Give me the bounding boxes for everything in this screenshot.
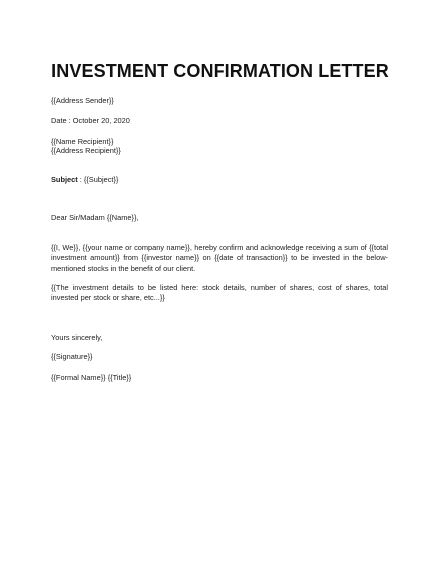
letter-title: INVESTMENT CONFIRMATION LETTER — [51, 61, 389, 81]
formal-name-title: {{Formal Name}} {{Title}} — [51, 373, 132, 382]
signature: {{Signature}} — [51, 352, 93, 361]
subject-line — [51, 175, 118, 185]
name-recipient: {{Name Recipient}} — [51, 137, 114, 146]
salutation: Dear Sir/Madam {{Name}}, — [51, 213, 139, 222]
subject-value: : {{Subject}} — [77, 175, 119, 184]
address-recipient: {{Address Recipient}} — [51, 146, 121, 155]
address-sender: {{Address Sender}} — [51, 96, 114, 105]
body-paragraph-2: {{The investment details to be listed here: stock details, number of shares, cost of shares, total invested per stock or share, etc...}} — [51, 283, 388, 303]
subject-label: Subject — [51, 175, 78, 184]
body-paragraph-1: {{I, We}}, {{your name or company name}}, hereby confirm and acknowledge receiving a sum of {{total investment amount}} from {{investor name}} on {{date of transaction}} to be invested in the below-mentioned stocks in the benefit of our client. — [51, 243, 388, 273]
closing: Yours sincerely, — [51, 333, 103, 342]
letter-date: Date : October 20, 2020 — [51, 116, 130, 125]
